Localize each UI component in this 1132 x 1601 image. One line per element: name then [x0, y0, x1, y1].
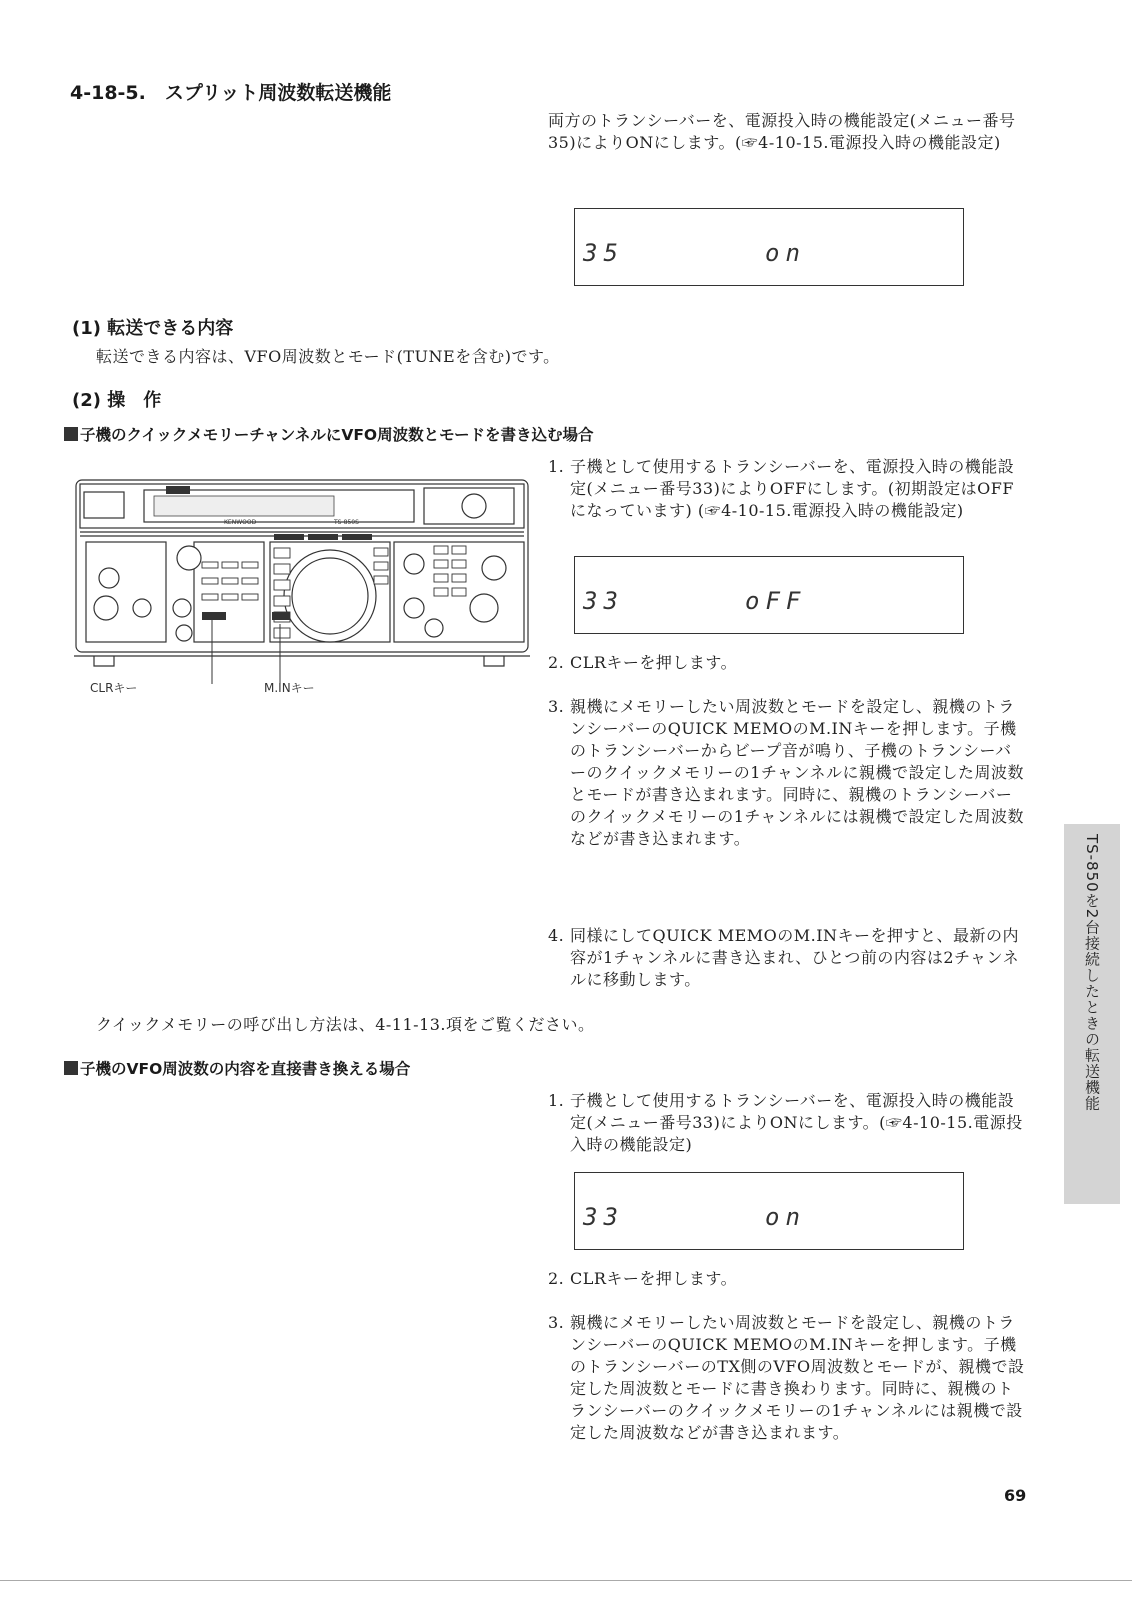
- case2-title-text: 子機のVFO周波数の内容を直接書き換える場合: [80, 1060, 411, 1078]
- step-text: 親機にメモリーしたい周波数とモードを設定し、親機のトランシーバーのQUICK MEMOのM.INキーを押します。子機のトランシーバーからビープ音が鳴り、子機のトランシーバーのクイックメモリーの1チャンネルに親機で設定した周波数とモードが書き込まれます。同時に、親機のトランシーバーのクイックメモリーの1チャンネルには親機で設定した周波数などが書き込まれます。: [570, 697, 1024, 848]
- lcd-display-35-on: [574, 208, 964, 286]
- lcd-menu-number: 33: [583, 587, 624, 615]
- step-text: 子機として使用するトランシーバーを、電源投入時の機能設定(メニュー番号33)によりONにします。(☞4-10-15.電源投入時の機能設定): [570, 1091, 1023, 1154]
- lcd-menu-value: on: [765, 1203, 806, 1231]
- chapter-side-tab: [1064, 824, 1120, 1204]
- square-bullet-icon: [64, 427, 78, 441]
- lcd-menu-value: oFF: [745, 587, 807, 615]
- lcd-display-33-off: [574, 556, 964, 634]
- step-number: 3.: [548, 1313, 565, 1332]
- subheading-content: (1) 転送できる内容: [72, 318, 234, 339]
- lcd-display-33-on: [574, 1172, 964, 1250]
- step-number: 3.: [548, 697, 565, 716]
- lcd-menu-number: 33: [583, 1203, 624, 1231]
- step-number: 2.: [548, 1269, 565, 1288]
- step-text: CLRキーを押します。: [570, 1269, 738, 1288]
- section-title: 4-18-5. スプリット周波数転送機能: [70, 82, 392, 104]
- radio-brand: KENWOOD: [224, 519, 257, 526]
- square-bullet-icon: [64, 1061, 78, 1075]
- case2-title: [64, 1057, 410, 1079]
- step-text: 子機として使用するトランシーバーを、電源投入時の機能設定(メニュー番号33)によりOFFにします。(初期設定はOFFになっています) (☞4-10-15.電源投入時の機能設定): [570, 457, 1015, 520]
- chapter-side-tab-text: TS-850を2台接続したときの転送機能: [1083, 834, 1101, 1112]
- step-text: 親機にメモリーしたい周波数とモードを設定し、親機のトランシーバーのQUICK MEMOのM.INキーを押します。子機のトランシーバーのTX側のVFO周波数とモードが、親機で設定した周波数とモードに書き換わります。同時に、親機のトランシーバーのクイックメモリーの1チャンネルには親機で設定した周波数などが書き込まれます。: [570, 1313, 1025, 1442]
- step-number: 2.: [548, 653, 565, 672]
- page-number: 69: [1004, 1486, 1027, 1505]
- bottom-rule: [0, 1580, 1132, 1581]
- step-number: 4.: [548, 926, 565, 945]
- intro-text: 両方のトランシーバーを、電源投入時の機能設定(メニュー番号35)によりONにします。(☞4-10-15.電源投入時の機能設定): [548, 111, 1016, 152]
- clr-key-label: CLRキー: [90, 681, 138, 695]
- case1-title-text: 子機のクイックメモリーチャンネルにVFO周波数とモードを書き込む場合: [80, 426, 594, 444]
- step-text: 同様にしてQUICK MEMOのM.INキーを押すと、最新の内容が1チャンネルに書き込まれ、ひとつ前の内容は2チャンネルに移動します。: [570, 926, 1020, 989]
- transceiver-illustration: [74, 478, 534, 702]
- step-number: 1.: [548, 457, 565, 476]
- recall-note: クイックメモリーの呼び出し方法は、4-11-13.項をご覧ください。: [96, 1015, 595, 1034]
- min-key-label: M.INキー: [264, 681, 315, 695]
- subheading-operation: (2) 操 作: [72, 390, 162, 411]
- step-text: CLRキーを押します。: [570, 653, 738, 672]
- lcd-menu-value: on: [765, 239, 806, 267]
- case1-title: [64, 423, 593, 445]
- radio-model: TS-850S: [334, 519, 359, 526]
- content-text: 転送できる内容は、VFO周波数とモード(TUNEを含む)です。: [96, 347, 560, 366]
- step-number: 1.: [548, 1091, 565, 1110]
- lcd-menu-number: 35: [583, 239, 624, 267]
